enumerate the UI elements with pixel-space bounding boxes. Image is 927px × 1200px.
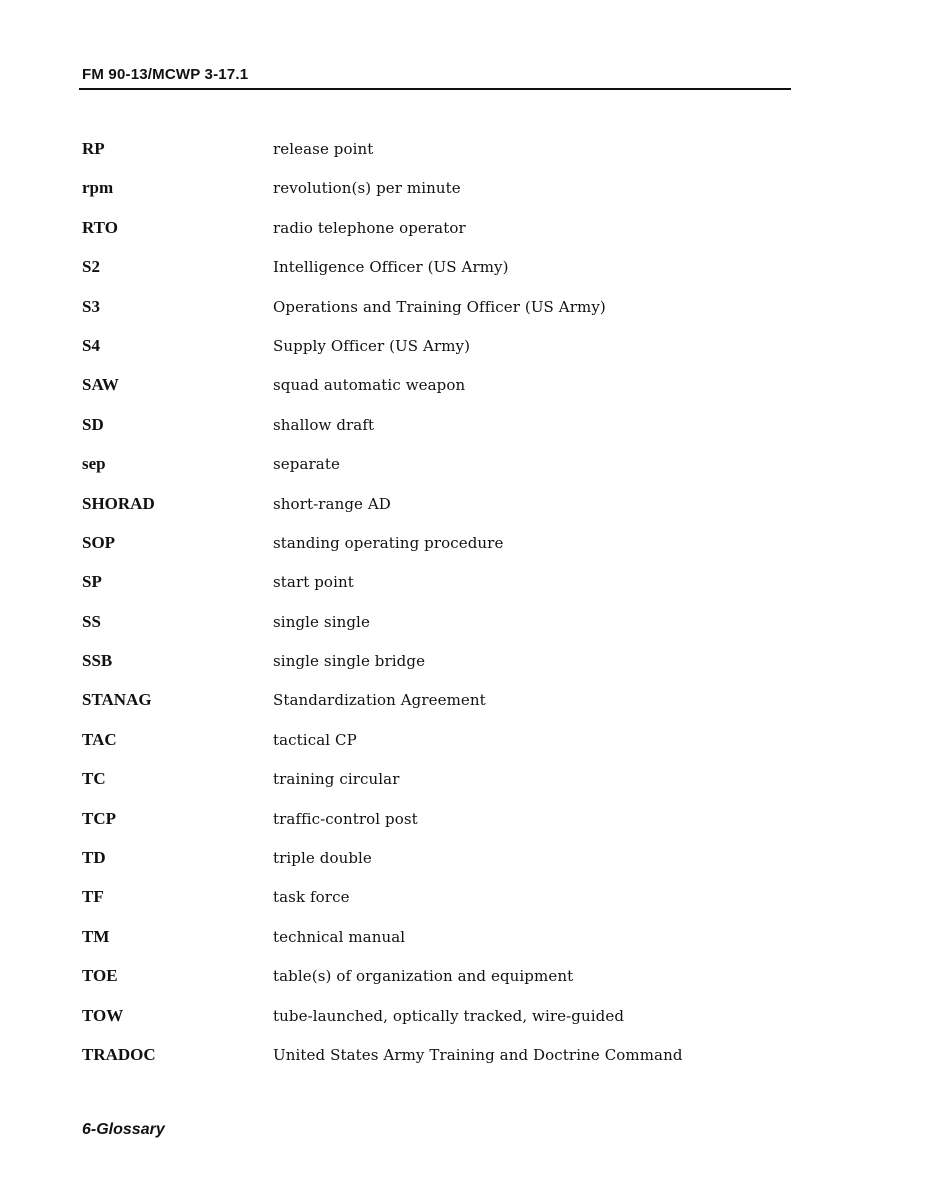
- glossary-entry: [0, 483, 927, 522]
- glossary-entry: [0, 955, 927, 994]
- glossary-definition: Supply Officer (US Army): [273, 336, 471, 355]
- glossary-entry: [0, 207, 927, 246]
- glossary-term: S2: [82, 257, 100, 277]
- glossary-entry: [0, 364, 927, 403]
- glossary-entry: [0, 837, 927, 876]
- glossary-definition: release point: [273, 140, 374, 158]
- glossary-definition: start point: [273, 573, 354, 592]
- glossary-entry: [0, 286, 927, 325]
- glossary-definition: task force: [273, 888, 350, 907]
- glossary-entry: [0, 719, 927, 758]
- glossary-entry: [0, 561, 927, 600]
- glossary-term: SHORAD: [82, 493, 155, 513]
- glossary-entry: [0, 995, 927, 1034]
- glossary-entry: [0, 443, 927, 482]
- glossary-term: STANAG: [82, 690, 152, 710]
- glossary-definition: technical manual: [273, 927, 406, 946]
- glossary-term: SD: [82, 414, 104, 434]
- glossary-definition: United States Army Training and Doctrine Command: [273, 1045, 683, 1064]
- glossary-entry: [0, 1034, 927, 1073]
- glossary-definition: traffic-control post: [273, 809, 418, 828]
- glossary-term: TCP: [82, 808, 116, 828]
- glossary-entry: [0, 679, 927, 718]
- glossary-entry: [0, 758, 927, 797]
- glossary-definition: radio telephone operator: [273, 218, 466, 237]
- glossary-definition: triple double: [273, 849, 372, 868]
- glossary-term: SOP: [82, 532, 116, 552]
- glossary-definition: Intelligence Officer (US Army): [273, 258, 509, 277]
- glossary-entry: [0, 601, 927, 640]
- glossary-definition: training circular: [273, 770, 400, 789]
- header-divider: [79, 88, 791, 90]
- glossary-entry: [0, 167, 927, 206]
- glossary-term: S4: [82, 335, 100, 355]
- glossary-term: TOW: [82, 1005, 124, 1025]
- glossary-definition: standing operating procedure: [273, 533, 504, 552]
- glossary-definition: single single bridge: [273, 652, 426, 671]
- glossary-term: TOE: [82, 966, 118, 986]
- glossary-term: S3: [82, 296, 100, 316]
- glossary-entry: [0, 640, 927, 679]
- glossary-term: TRADOC: [82, 1044, 156, 1064]
- glossary-definition: single single: [273, 612, 370, 631]
- page-footer-label: 6-Glossary: [82, 1121, 165, 1138]
- glossary-entry: [0, 128, 927, 167]
- glossary-entry: [0, 916, 927, 955]
- glossary-term: TF: [82, 887, 104, 907]
- glossary-definition: Standardization Agreement: [273, 691, 486, 710]
- glossary-entry: [0, 876, 927, 915]
- glossary-term: TC: [82, 769, 106, 789]
- glossary-entry: [0, 522, 927, 561]
- glossary-entry: [0, 798, 927, 837]
- glossary-definition: revolution(s) per minute: [273, 179, 461, 198]
- glossary-term: SP: [82, 572, 102, 592]
- glossary-term: TM: [82, 926, 110, 946]
- glossary-definition: shallow draft: [273, 415, 375, 434]
- glossary-term: sep: [82, 454, 106, 474]
- glossary-term: SS: [82, 611, 101, 631]
- glossary-term: SSB: [82, 651, 113, 671]
- glossary-definition: tube-launched, optically tracked, wire-guided: [273, 1006, 625, 1025]
- glossary-entry: [0, 404, 927, 443]
- glossary-definition: short-range AD: [273, 494, 391, 513]
- glossary-definition: tactical CP: [273, 730, 357, 749]
- glossary-term: TAC: [82, 729, 117, 749]
- glossary-term: RP: [82, 139, 105, 158]
- glossary-term: TD: [82, 848, 106, 868]
- glossary-term: RTO: [82, 217, 118, 237]
- glossary-definition: squad automatic weapon: [273, 376, 466, 395]
- glossary-definition: table(s) of organization and equipment: [273, 967, 574, 986]
- page-header-title: FM 90-13/MCWP 3-17.1: [82, 66, 249, 83]
- glossary-term: rpm: [82, 178, 114, 198]
- glossary-entry: [0, 325, 927, 364]
- glossary-definition: Operations and Training Officer (US Army): [273, 297, 606, 316]
- glossary-list: [0, 128, 927, 1073]
- glossary-definition: separate: [273, 455, 340, 474]
- glossary-entry: [0, 246, 927, 285]
- glossary-term: SAW: [82, 375, 119, 395]
